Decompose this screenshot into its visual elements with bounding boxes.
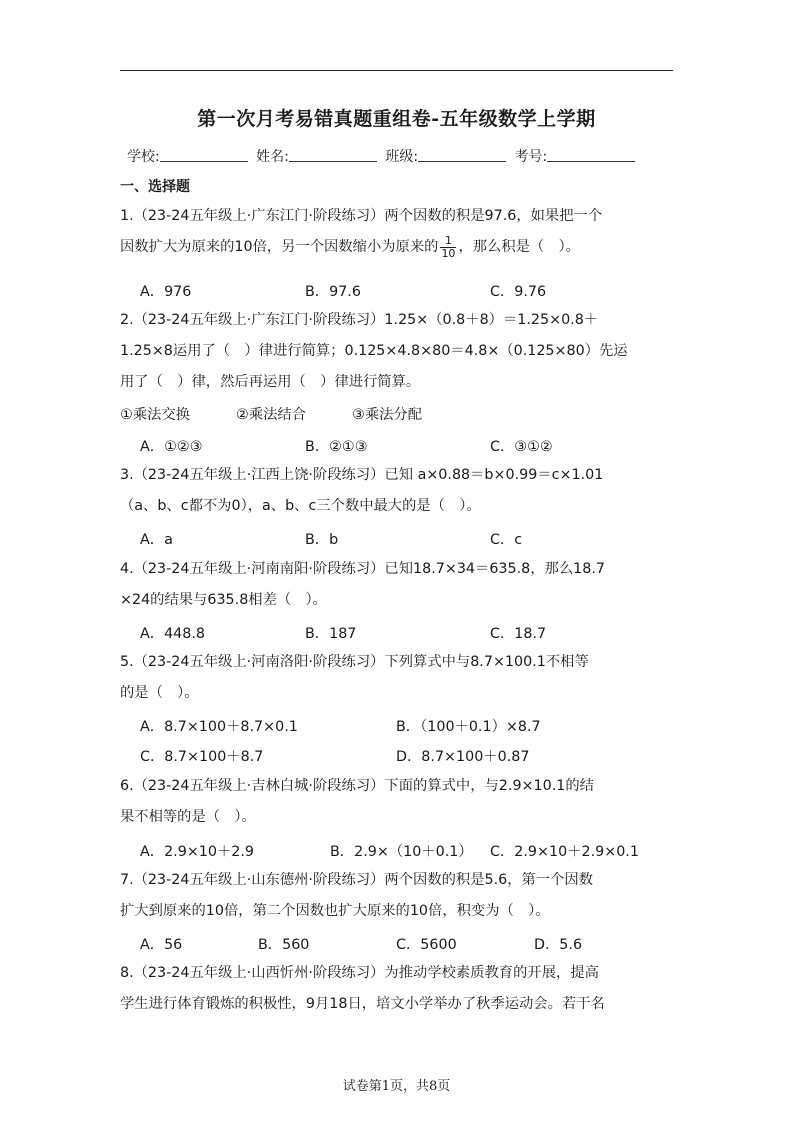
option-a[interactable]: A．976: [140, 284, 192, 300]
question-8-line-2: 学生进行体育锻炼的积极性，9月18日，培文小学举办了秋季运动会。若干名: [120, 996, 605, 1012]
exam-no-blank[interactable]: [547, 149, 635, 162]
fraction: [440, 235, 456, 260]
question-7: [120, 865, 680, 927]
question-2-line-3: 用了（ ）律，然后再运用（ ）律进行简算。: [120, 374, 421, 390]
school-label: 学校:: [127, 149, 160, 165]
question-1-line-2: [120, 232, 680, 263]
question-3-line-1: 3.（23-24五年级上·江西上饶·阶段练习）已知 a×0.88＝b×0.99＝c×1.01: [120, 467, 604, 483]
option-b[interactable]: B．187: [305, 626, 357, 642]
question-6-line-2: 果不相等的是（ ）。: [120, 809, 256, 825]
option-d[interactable]: D．8.7×100＋0.87: [396, 749, 530, 765]
option-a[interactable]: A．56: [140, 937, 183, 953]
option-b[interactable]: B．②①③: [305, 439, 368, 455]
question-5: [120, 647, 680, 709]
question-4-line-1: 4.（23-24五年级上·河南南阳·阶段练习）已知18.7×34＝635.8，那么18.7: [120, 561, 605, 577]
class-label: 班级:: [385, 149, 419, 165]
option-c[interactable]: C．c: [490, 532, 523, 548]
option-d[interactable]: D．5.6: [534, 937, 583, 953]
option-c[interactable]: C．5600: [396, 937, 457, 953]
question-4: [120, 554, 680, 616]
choice-2: ②乘法结合: [236, 407, 307, 423]
option-b[interactable]: B．560: [258, 937, 310, 953]
fraction-numerator: 1: [440, 235, 456, 248]
option-a[interactable]: A．448.8: [140, 626, 206, 642]
question-6: [120, 771, 680, 833]
question-1-text: 因数扩大为原来的10倍，另一个因数缩小为原来的: [120, 239, 439, 255]
question-1: [120, 201, 680, 263]
option-b[interactable]: B．b: [305, 532, 339, 548]
class-blank[interactable]: [418, 149, 506, 162]
option-a[interactable]: A．8.7×100＋8.7×0.1: [140, 719, 298, 735]
choice-1: ①乘法交换: [120, 407, 191, 423]
option-b[interactable]: B．97.6: [305, 284, 361, 300]
question-5-line-1: 5.（23-24五年级上·河南洛阳·阶段练习）下列算式中与8.7×100.1不相等: [120, 654, 589, 670]
choice-3: ③乘法分配: [352, 407, 423, 423]
page-footer: 试卷第1页，共8页: [342, 1079, 451, 1094]
exam-no-label: 考号:: [514, 149, 548, 165]
option-b[interactable]: B．（100＋0.1）×8.7: [396, 719, 541, 735]
option-a[interactable]: A．a: [140, 532, 173, 548]
question-7-line-1: 7.（23-24五年级上·山东德州·阶段练习）两个因数的积是5.6，第一个因数: [120, 872, 594, 888]
question-2: [120, 305, 680, 398]
question-6-line-1: 6.（23-24五年级上·吉林白城·阶段练习）下面的算式中，与2.9×10.1的结: [120, 778, 594, 794]
question-1-line-1: 1.（23-24五年级上·广东江门·阶段练习）两个因数的积是97.6，如果把一个: [120, 208, 603, 224]
option-c[interactable]: C．9.76: [490, 284, 547, 300]
question-3-line-2: （a、b、c都不为0），a、b、c三个数中最大的是（ ）。: [120, 498, 481, 514]
name-label: 姓名:: [256, 149, 289, 165]
question-2-line-1: 2.（23-24五年级上·广东江门·阶段练习）1.25×（0.8＋8）＝1.25×0.8＋: [120, 312, 599, 328]
option-a[interactable]: A．①②③: [140, 439, 203, 455]
school-blank[interactable]: [160, 149, 248, 162]
question-7-line-2: 扩大到原来的10倍，第二个因数也扩大原来的10倍，积变为（ ）。: [120, 903, 550, 919]
question-5-line-2: 的是（ ）。: [120, 685, 199, 701]
question-8: [120, 958, 680, 1020]
option-c[interactable]: C．18.7: [490, 626, 547, 642]
header-rule: [120, 70, 673, 71]
option-b[interactable]: B．2.9×（10＋0.1）: [330, 844, 473, 860]
name-blank[interactable]: [289, 149, 377, 162]
section-heading: 一、选择题: [120, 179, 190, 195]
option-c[interactable]: C．2.9×10＋2.9×0.1: [490, 844, 639, 860]
question-4-line-2: ×24的结果与635.8相差（ ）。: [120, 592, 327, 608]
question-1-text-end: ，那么积是（ ）。: [458, 239, 580, 255]
student-info-line: [127, 146, 639, 166]
question-8-line-1: 8.（23-24五年级上·山西忻州·阶段练习）为推动学校素质教育的开展，提高: [120, 965, 599, 981]
option-a[interactable]: A．2.9×10＋2.9: [140, 844, 255, 860]
question-3: [120, 460, 680, 522]
page-title: 第一次月考易错真题重组卷-五年级数学上学期: [197, 108, 596, 130]
option-c[interactable]: C．8.7×100＋8.7: [140, 749, 264, 765]
question-2-line-2: 1.25×8运用了（ ）律进行简算；0.125×4.8×80＝4.8×（0.125×80）先运: [120, 343, 628, 359]
option-c[interactable]: C．③①②: [490, 439, 553, 455]
fraction-denominator: 10: [441, 246, 456, 260]
